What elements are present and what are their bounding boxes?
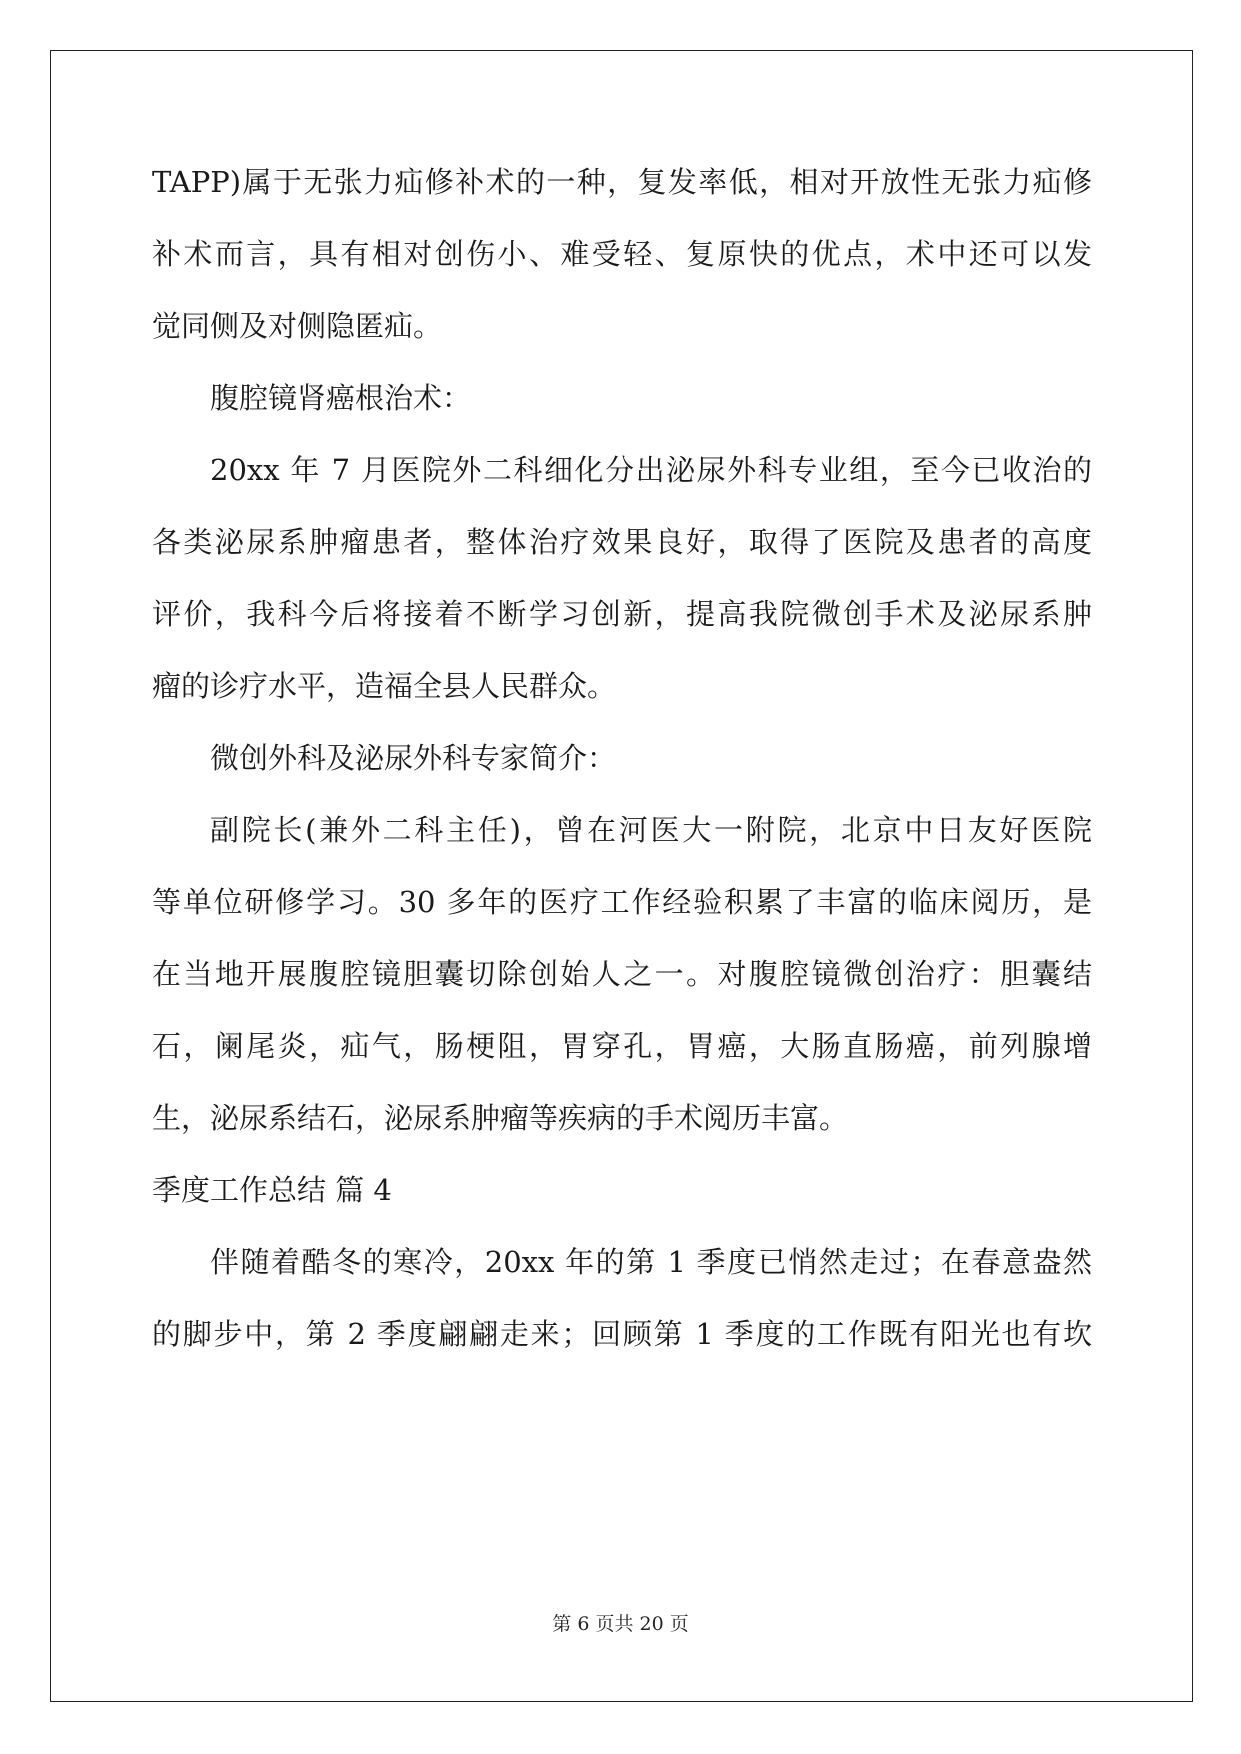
body-line: 石，阑尾炎，疝气，肠梗阻，胃穿孔，胃癌，大肠直肠癌，前列腺增 bbox=[152, 1029, 1092, 1063]
page-total: 共 20 页 bbox=[614, 1613, 689, 1635]
body-line: 各类泌尿系肿瘤患者，整体治疗效果良好，取得了医院及患者的高度 bbox=[152, 525, 1092, 559]
body-line: 补术而言，具有相对创伤小、难受轻、复原快的优点，术中还可以发 bbox=[152, 237, 1092, 271]
body-line: 20xx 年 7 月医院外二科细化分出泌尿外科专业组，至今已收治的 bbox=[210, 453, 1092, 487]
body-line: 瘤的诊疗水平，造福全县人民群众。 bbox=[152, 669, 617, 703]
article-heading: 季度工作总结 篇 4 bbox=[152, 1173, 392, 1207]
body-line: 的脚步中，第 2 季度翩翩走来；回顾第 1 季度的工作既有阳光也有坎 bbox=[152, 1317, 1092, 1351]
body-line: 在当地开展腹腔镜胆囊切除创始人之一。对腹腔镜微创治疗：胆囊结 bbox=[152, 957, 1092, 991]
body-line: 等单位研修学习。30 多年的医疗工作经验积累了丰富的临床阅历，是 bbox=[152, 885, 1092, 919]
body-line: TAPP)属于无张力疝修补术的一种，复发率低，相对开放性无张力疝修 bbox=[152, 165, 1092, 199]
section-heading: 腹腔镜肾癌根治术： bbox=[210, 381, 472, 415]
body-line: 副院长(兼外二科主任)，曾在河医大一附院，北京中日友好医院 bbox=[210, 813, 1092, 847]
page-number: 第 6 页 bbox=[552, 1613, 615, 1635]
section-heading: 微创外科及泌尿外科专家简介： bbox=[210, 741, 617, 775]
body-line: 生，泌尿系结石，泌尿系肿瘤等疾病的手术阅历丰富。 bbox=[152, 1101, 849, 1135]
body-line: 伴随着酷冬的寒冷，20xx 年的第 1 季度已悄然走过；在春意盎然 bbox=[210, 1245, 1092, 1279]
body-line: 评价，我科今后将接着不断学习创新，提高我院微创手术及泌尿系肿 bbox=[152, 597, 1092, 631]
body-line: 觉同侧及对侧隐匿疝。 bbox=[152, 309, 443, 343]
page-border bbox=[50, 50, 1193, 1702]
page-footer bbox=[0, 1612, 1241, 1636]
